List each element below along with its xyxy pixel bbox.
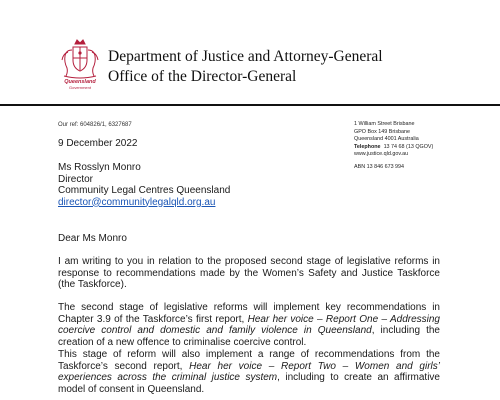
office-name: Office of the Director-General xyxy=(108,68,297,85)
report-one-title: Hear her voice – Report One – Addressing coercive control and domestic and family violence in Queensland xyxy=(58,313,440,337)
address-line-2: GPO Box 149 Brisbane xyxy=(354,128,411,135)
coat-of-arms-icon xyxy=(58,38,102,80)
letter-date: 9 December 2022 xyxy=(58,138,138,149)
paragraph-2-text-a: The second stage of legislative reforms will implement key recommendations in Chapter 3.9 of the Taskforce’s first report, xyxy=(58,302,440,325)
logo-word: Queensland xyxy=(64,79,96,85)
recipient-name: Ms Rosslyn Monro xyxy=(58,162,141,173)
body-paragraph-1: I am writing to you in relation to the proposed second stage of legislative reforms in response to recommendations made by the Women’s Safety and Justice Taskforce (the Taskforce). xyxy=(58,256,440,291)
department-name: Department of Justice and Attorney-General xyxy=(108,48,383,65)
letterhead-title xyxy=(108,47,383,87)
logo-wordmark xyxy=(58,80,102,90)
paragraph-2-text-b: , including the creation of a new offence to criminalise coercive control. xyxy=(58,325,440,348)
body-paragraph-2 xyxy=(58,302,440,348)
recipient-org: Community Legal Centres Queensland xyxy=(58,185,231,196)
abn-number: ABN 13 846 673 994 xyxy=(354,163,405,170)
paragraph-3-text-b: , including to create an affirmative model of consent in Queensland. xyxy=(58,372,440,395)
website-link[interactable]: www.justice.qld.gov.au xyxy=(354,151,409,158)
header-divider xyxy=(0,104,500,106)
address-line-3: Queensland 4001 Australia xyxy=(354,136,419,143)
logo-sub: Government xyxy=(68,85,91,90)
sender-address-block xyxy=(354,121,433,172)
telephone-line xyxy=(354,144,433,152)
reference-line: Our ref: 604826/1, 6327687 xyxy=(58,122,132,128)
paragraph-3-text-a: This stage of reform will also implement a range of recommendations from the Taskforce’s second report, xyxy=(58,349,440,372)
salutation: Dear Ms Monro xyxy=(58,233,127,244)
telephone-label: Telephone xyxy=(354,143,381,150)
report-two-title: Hear her voice – Report Two – Women and girls’ experiences across the criminal justice system xyxy=(58,360,440,384)
recipient-block xyxy=(58,162,230,208)
recipient-title: Director xyxy=(58,173,94,185)
telephone-value: 13 74 68 (13 QGOV) xyxy=(383,143,434,150)
body-paragraph-3 xyxy=(58,349,440,395)
address-line-1: 1 William Street Brisbane xyxy=(354,121,415,127)
recipient-email-link[interactable]: director@communitylegalqld.org.au xyxy=(58,196,216,208)
